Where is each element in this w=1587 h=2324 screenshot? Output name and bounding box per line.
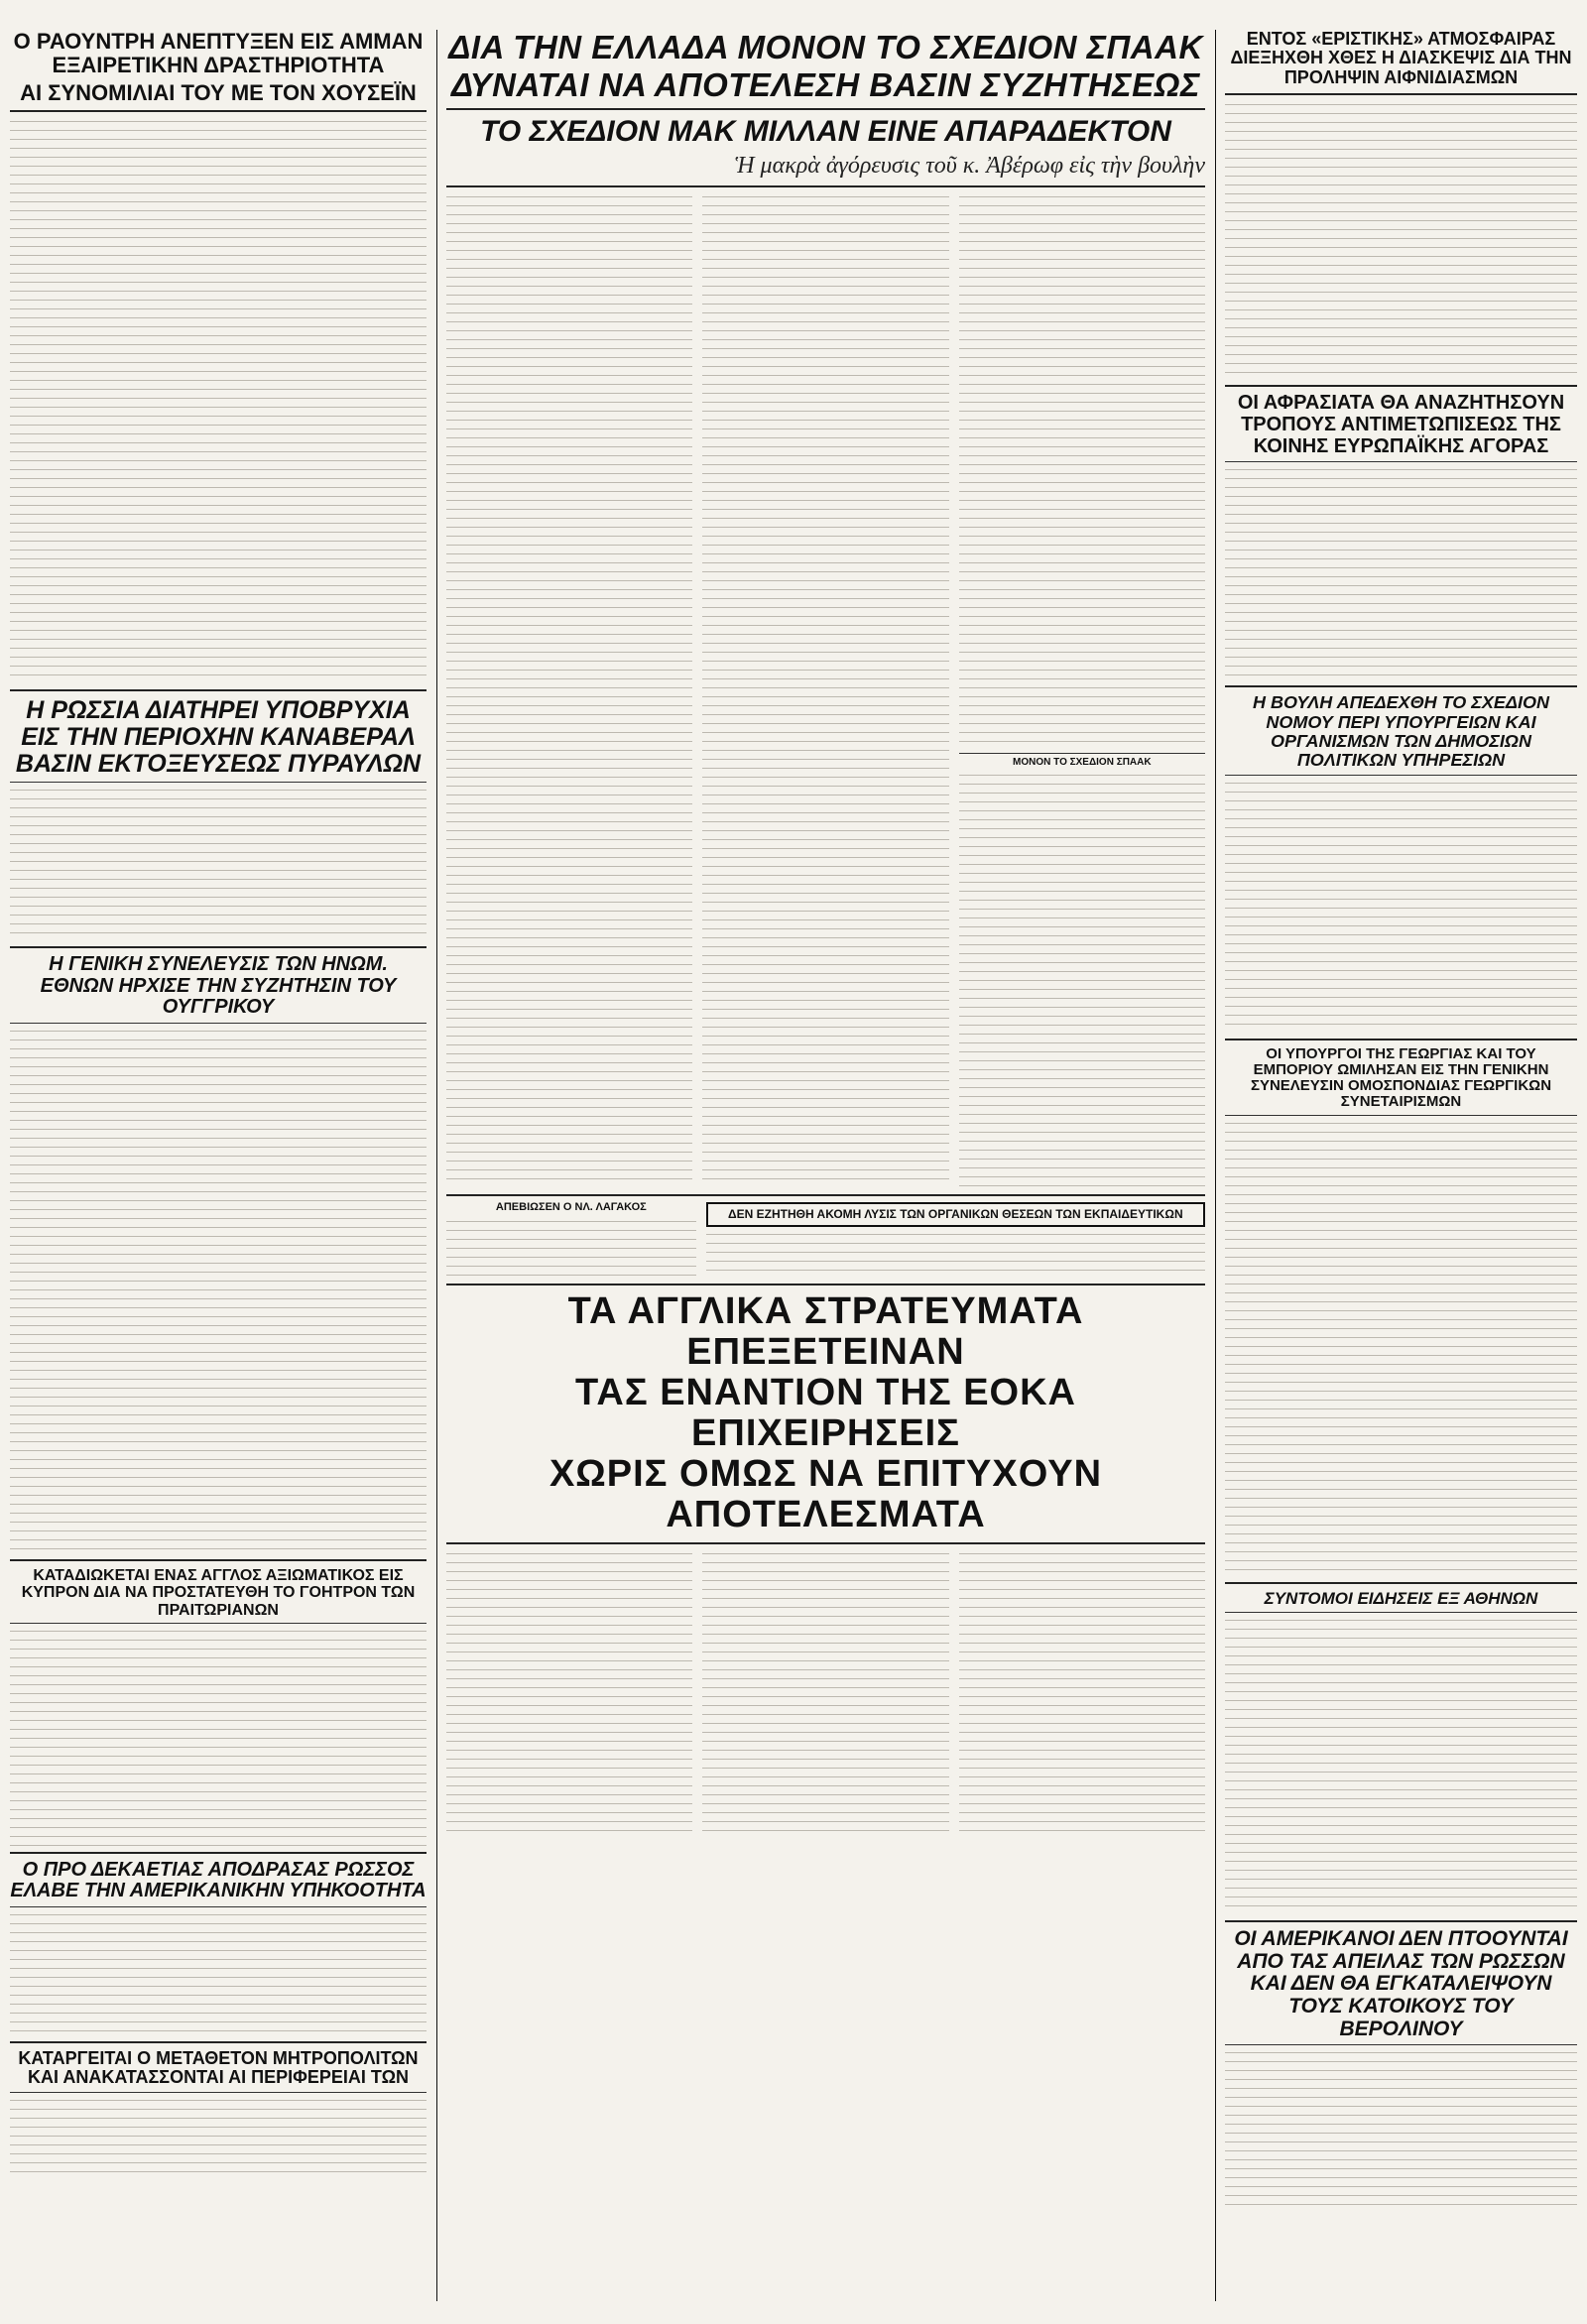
headline-center-small-2: ΔΕΝ ΕΖΗΤΗΘΗ ΑΚΟΜΗ ΛΥΣΙΣ ΤΩΝ ΟΡΓΑΝΙΚΩΝ ΘΕΣΕΩΝ ΤΩΝ ΕΚΠΑΙΔΕΥΤΙΚΩΝ bbox=[706, 1202, 1205, 1227]
article-text bbox=[446, 193, 692, 1185]
headline-right-3: Η ΒΟΥΛΗ ΑΠΕΔΕΧΘΗ ΤΟ ΣΧΕΔΙΟΝ ΝΟΜΟΥ ΠΕΡΙ ΥΠΟΥΡΓΕΙΩΝ ΚΑΙ ΟΡΓΑΝΙΣΜΩΝ ΤΩΝ ΔΗΜΟΣΙΩΝ ΠΟΛΙΤΙΚΩΝ ΥΠΗΡΕΣΙΩΝ bbox=[1252, 692, 1550, 771]
article-text bbox=[1225, 1617, 1577, 1914]
article-text bbox=[10, 787, 427, 940]
headline-center-3: ΧΩΡΙΣ ΟΜΩΣ ΝΑ ΕΠΙΤΥΧΟΥΝ ΑΠΟΤΕΛΕΣΜΑΤΑ bbox=[549, 1453, 1103, 1536]
column-rule bbox=[1215, 30, 1216, 2301]
divider bbox=[10, 1559, 427, 1561]
headline-right-6: ΟΙ ΑΜΕΡΙΚΑΝΟΙ ΔΕΝ ΠΤΟΟΥΝΤΑΙ ΑΠΟ ΤΑΣ ΑΠΕΙΛΑΣ ΤΩΝ ΡΩΣΣΩΝ ΚΑΙ ΔΕΝ ΘΑ ΕΓΚΑΤΑΛΕΙΨΟΥΝ ΤΟΥΣ ΚΑΤΟΙΚΟΥΣ ΤΟΥ ΒΕΡΟΛΙΝΟΥ bbox=[1234, 1926, 1568, 2040]
divider bbox=[1225, 1920, 1577, 1922]
divider bbox=[446, 1542, 1205, 1544]
divider bbox=[1225, 775, 1577, 776]
article-text bbox=[702, 1550, 948, 1838]
divider bbox=[1225, 1115, 1577, 1116]
headline-left-5: Ο ΠΡΟ ΔΕΚΑΕΤΙΑΣ ΑΠΟΔΡΑΣΑΣ ΡΩΣΣΟΣ ΕΛΑΒΕ ΤΗΝ ΑΜΕΡΙΚΑΝΙΚΗΝ ΥΠΗΚΟΟΤΗΤΑ bbox=[10, 1858, 427, 1902]
article-text bbox=[702, 193, 948, 1185]
divider bbox=[446, 108, 1205, 110]
divider bbox=[10, 110, 427, 112]
obituary-block bbox=[446, 1202, 696, 1278]
center-bottom-text bbox=[446, 1550, 1205, 1838]
headline-center-2: ΤΑΣ ΕΝΑΝΤΙΟΝ ΤΗΣ ΕΟΚΑ ΕΠΙΧΕΙΡΗΣΕΙΣ bbox=[575, 1372, 1076, 1455]
article-text bbox=[706, 1231, 1205, 1271]
center-column bbox=[446, 30, 1205, 1838]
headline-right-5: ΣΥΝΤΟΜΟΙ ΕΙΔΗΣΕΙΣ ΕΞ ΑΘΗΝΩΝ bbox=[1264, 1588, 1538, 1608]
divider bbox=[1225, 1612, 1577, 1613]
article-text bbox=[1225, 101, 1577, 379]
headline-center-1: ΤΑ ΑΓΓΛΙΚΑ ΣΤΡΑΤΕΥΜΑΤΑ ΕΠΕΞΕΤΕΙΝΑΝ bbox=[567, 1290, 1084, 1374]
article-text bbox=[959, 772, 1205, 1188]
right-column bbox=[1225, 30, 1577, 2208]
article-text bbox=[446, 1550, 692, 1838]
left-column bbox=[10, 30, 427, 2174]
center-lower-row bbox=[446, 1202, 1205, 1278]
article-text bbox=[1225, 1120, 1577, 1576]
divider bbox=[1225, 93, 1577, 95]
divider bbox=[1225, 2044, 1577, 2045]
article-text bbox=[10, 118, 427, 683]
column-rule bbox=[436, 30, 437, 2301]
headline-right-2: ΟΙ ΑΦΡΑΣΙΑΤΑ ΘΑ ΑΝΑΖΗΤΗΣΟΥΝ ΤΡΟΠΟΥΣ ΑΝΤΙΜΕΤΩΠΙΣΕΩΣ ΤΗΣ ΚΟΙΝΗΣ ΕΥΡΩΠΑΪΚΗΣ ΑΓΟΡΑΣ bbox=[1237, 392, 1565, 457]
headline-main-1: ΔΙΑ ΤΗΝ ΕΛΛΑΔΑ ΜΟΝΟΝ ΤΟ ΣΧΕΔΙΟΝ ΣΠΑΑΚ bbox=[448, 29, 1203, 65]
headline-left-1: Ο ΡΑΟΥΝΤΡΗ ΑΝΕΠΤΥΞΕΝ ΕΙΣ ΑΜΜΑΝ ΕΞΑΙΡΕΤΙΚΗΝ ΔΡΑΣΤΗΡΙΟΤΗΤΑ bbox=[13, 29, 424, 77]
divider bbox=[10, 689, 427, 691]
divider bbox=[10, 1623, 427, 1624]
headline-center-small-1: ΜΟΝΟΝ ΤΟ ΣΧΕΔΙΟΝ ΣΠΑΑΚ bbox=[1013, 756, 1152, 768]
center-col-3 bbox=[959, 193, 1205, 1189]
article-text bbox=[10, 2097, 427, 2174]
divider bbox=[1225, 1039, 1577, 1040]
headline-right-1: ΕΝΤΟΣ «ΕΡΙΣΤΙΚΗΣ» ΑΤΜΟΣΦΑΙΡΑΣ ΔΙΕΞΗΧΘΗ ΧΘΕΣ Η ΔΙΑΣΚΕΨΙΣ ΔΙΑ ΤΗΝ ΠΡΟΛΗΨΙΝ ΑΙΦΝΙΔΙΑΣΜΩΝ bbox=[1230, 29, 1572, 87]
headline-main-2: ΔΥΝΑΤΑΙ ΝΑ ΑΠΟΤΕΛΕΣΗ ΒΑΣΙΝ ΣΥΖΗΤΗΣΕΩΣ bbox=[451, 65, 1200, 103]
headline-left-6: ΚΑΤΑΡΓΕΙΤΑΙ Ο ΜΕΤΑΘΕΤΟΝ ΜΗΤΡΟΠΟΛΙΤΩΝ ΚΑΙ ΑΝΑΚΑΤΑΣΣΟΝΤΑΙ ΑΙ ΠΕΡΙΦΕΡΕΙΑΙ ΤΩΝ bbox=[18, 2048, 419, 2088]
divider bbox=[446, 185, 1205, 187]
article-text bbox=[10, 1028, 427, 1553]
headline-left-2: Η ΡΩΣΣΙΑ ΔΙΑΤΗΡΕΙ ΥΠΟΒΡΥΧΙΑ ΕΙΣ ΤΗΝ ΠΕΡΙΟΧΗΝ ΚΑΝΑΒΕΡΑΛ ΒΑΣΙΝ ΕΚΤΟΞΕΥΣΕΩΣ ΠΥΡΑΥΛΩΝ bbox=[15, 696, 422, 779]
headline-left-4: ΚΑΤΑΔΙΩΚΕΤΑΙ ΕΝΑΣ ΑΓΓΛΟΣ ΑΞΙΩΜΑΤΙΚΟΣ ΕΙΣ ΚΥΠΡΟΝ ΔΙΑ ΝΑ ΠΡΟΣΤΑΤΕΥΘΗ ΤΟ ΓΟΗΤΡΟΝ ΤΩΝ ΠΡΑΙΤΩΡΙΑΝΩΝ bbox=[21, 1567, 416, 1619]
headline-main-3: ΤΟ ΣΧΕΔΙΟΝ ΜΑΚ ΜΙΛΛΑΝ ΕΙΝΕ ΑΠΑΡΑΔΕΚΤΟΝ bbox=[480, 115, 1171, 149]
divider bbox=[10, 1852, 427, 1854]
article-text bbox=[446, 1218, 696, 1278]
headline-main-sub: Ἡ μακρὰ ἀγόρευσις τοῦ κ. Ἀβέρωφ εἰς τὴν βουλὴν bbox=[734, 152, 1205, 179]
divider bbox=[446, 1194, 1205, 1196]
divider bbox=[10, 2041, 427, 2043]
divider bbox=[10, 782, 427, 783]
article-text bbox=[1225, 2049, 1577, 2208]
teachers-block bbox=[706, 1202, 1205, 1278]
article-text bbox=[10, 1911, 427, 2035]
divider bbox=[10, 946, 427, 948]
article-text bbox=[1225, 466, 1577, 679]
divider bbox=[446, 1284, 1205, 1285]
divider bbox=[1225, 385, 1577, 387]
center-text-columns bbox=[446, 193, 1205, 1189]
divider bbox=[1225, 1582, 1577, 1584]
divider bbox=[959, 753, 1205, 754]
article-text bbox=[959, 193, 1205, 749]
divider bbox=[1225, 461, 1577, 462]
headline-right-4: ΟΙ ΥΠΟΥΡΓΟΙ ΤΗΣ ΓΕΩΡΓΙΑΣ ΚΑΙ ΤΟΥ ΕΜΠΟΡΙΟΥ ΩΜΙΛΗΣΑΝ ΕΙΣ ΤΗΝ ΓΕΝΙΚΗΝ ΣΥΝΕΛΕΥΣΙΝ ΟΜΟΣΠΟΝΔΙΑΣ ΓΕΩΡΓΙΚΩΝ ΣΥΝΕΤΑΙΡΙΣΜΩΝ bbox=[1250, 1044, 1552, 1111]
article-text bbox=[959, 1550, 1205, 1838]
divider bbox=[10, 1906, 427, 1907]
divider bbox=[1225, 685, 1577, 687]
article-text bbox=[1225, 780, 1577, 1033]
divider bbox=[10, 1023, 427, 1024]
headline-left-1b: ΑΙ ΣΥΝΟΜΙΛΙΑΙ ΤΟΥ ΜΕ ΤΟΝ ΧΟΥΣΕΪΝ bbox=[20, 79, 417, 105]
divider bbox=[10, 2092, 427, 2093]
article-text bbox=[10, 1628, 427, 1846]
headline-center-small-3: ΑΠΕΒΙΩΣΕΝ Ο ΝΛ. ΛΑΓΑΚΟΣ bbox=[495, 1201, 647, 1214]
headline-left-3: Η ΓΕΝΙΚΗ ΣΥΝΕΛΕΥΣΙΣ ΤΩΝ ΗΝΩΜ. ΕΘΝΩΝ ΗΡΧΙΣΕ ΤΗΝ ΣΥΖΗΤΗΣΙΝ ΤΟΥ ΟΥΓΓΡΙΚΟΥ bbox=[40, 953, 397, 1019]
